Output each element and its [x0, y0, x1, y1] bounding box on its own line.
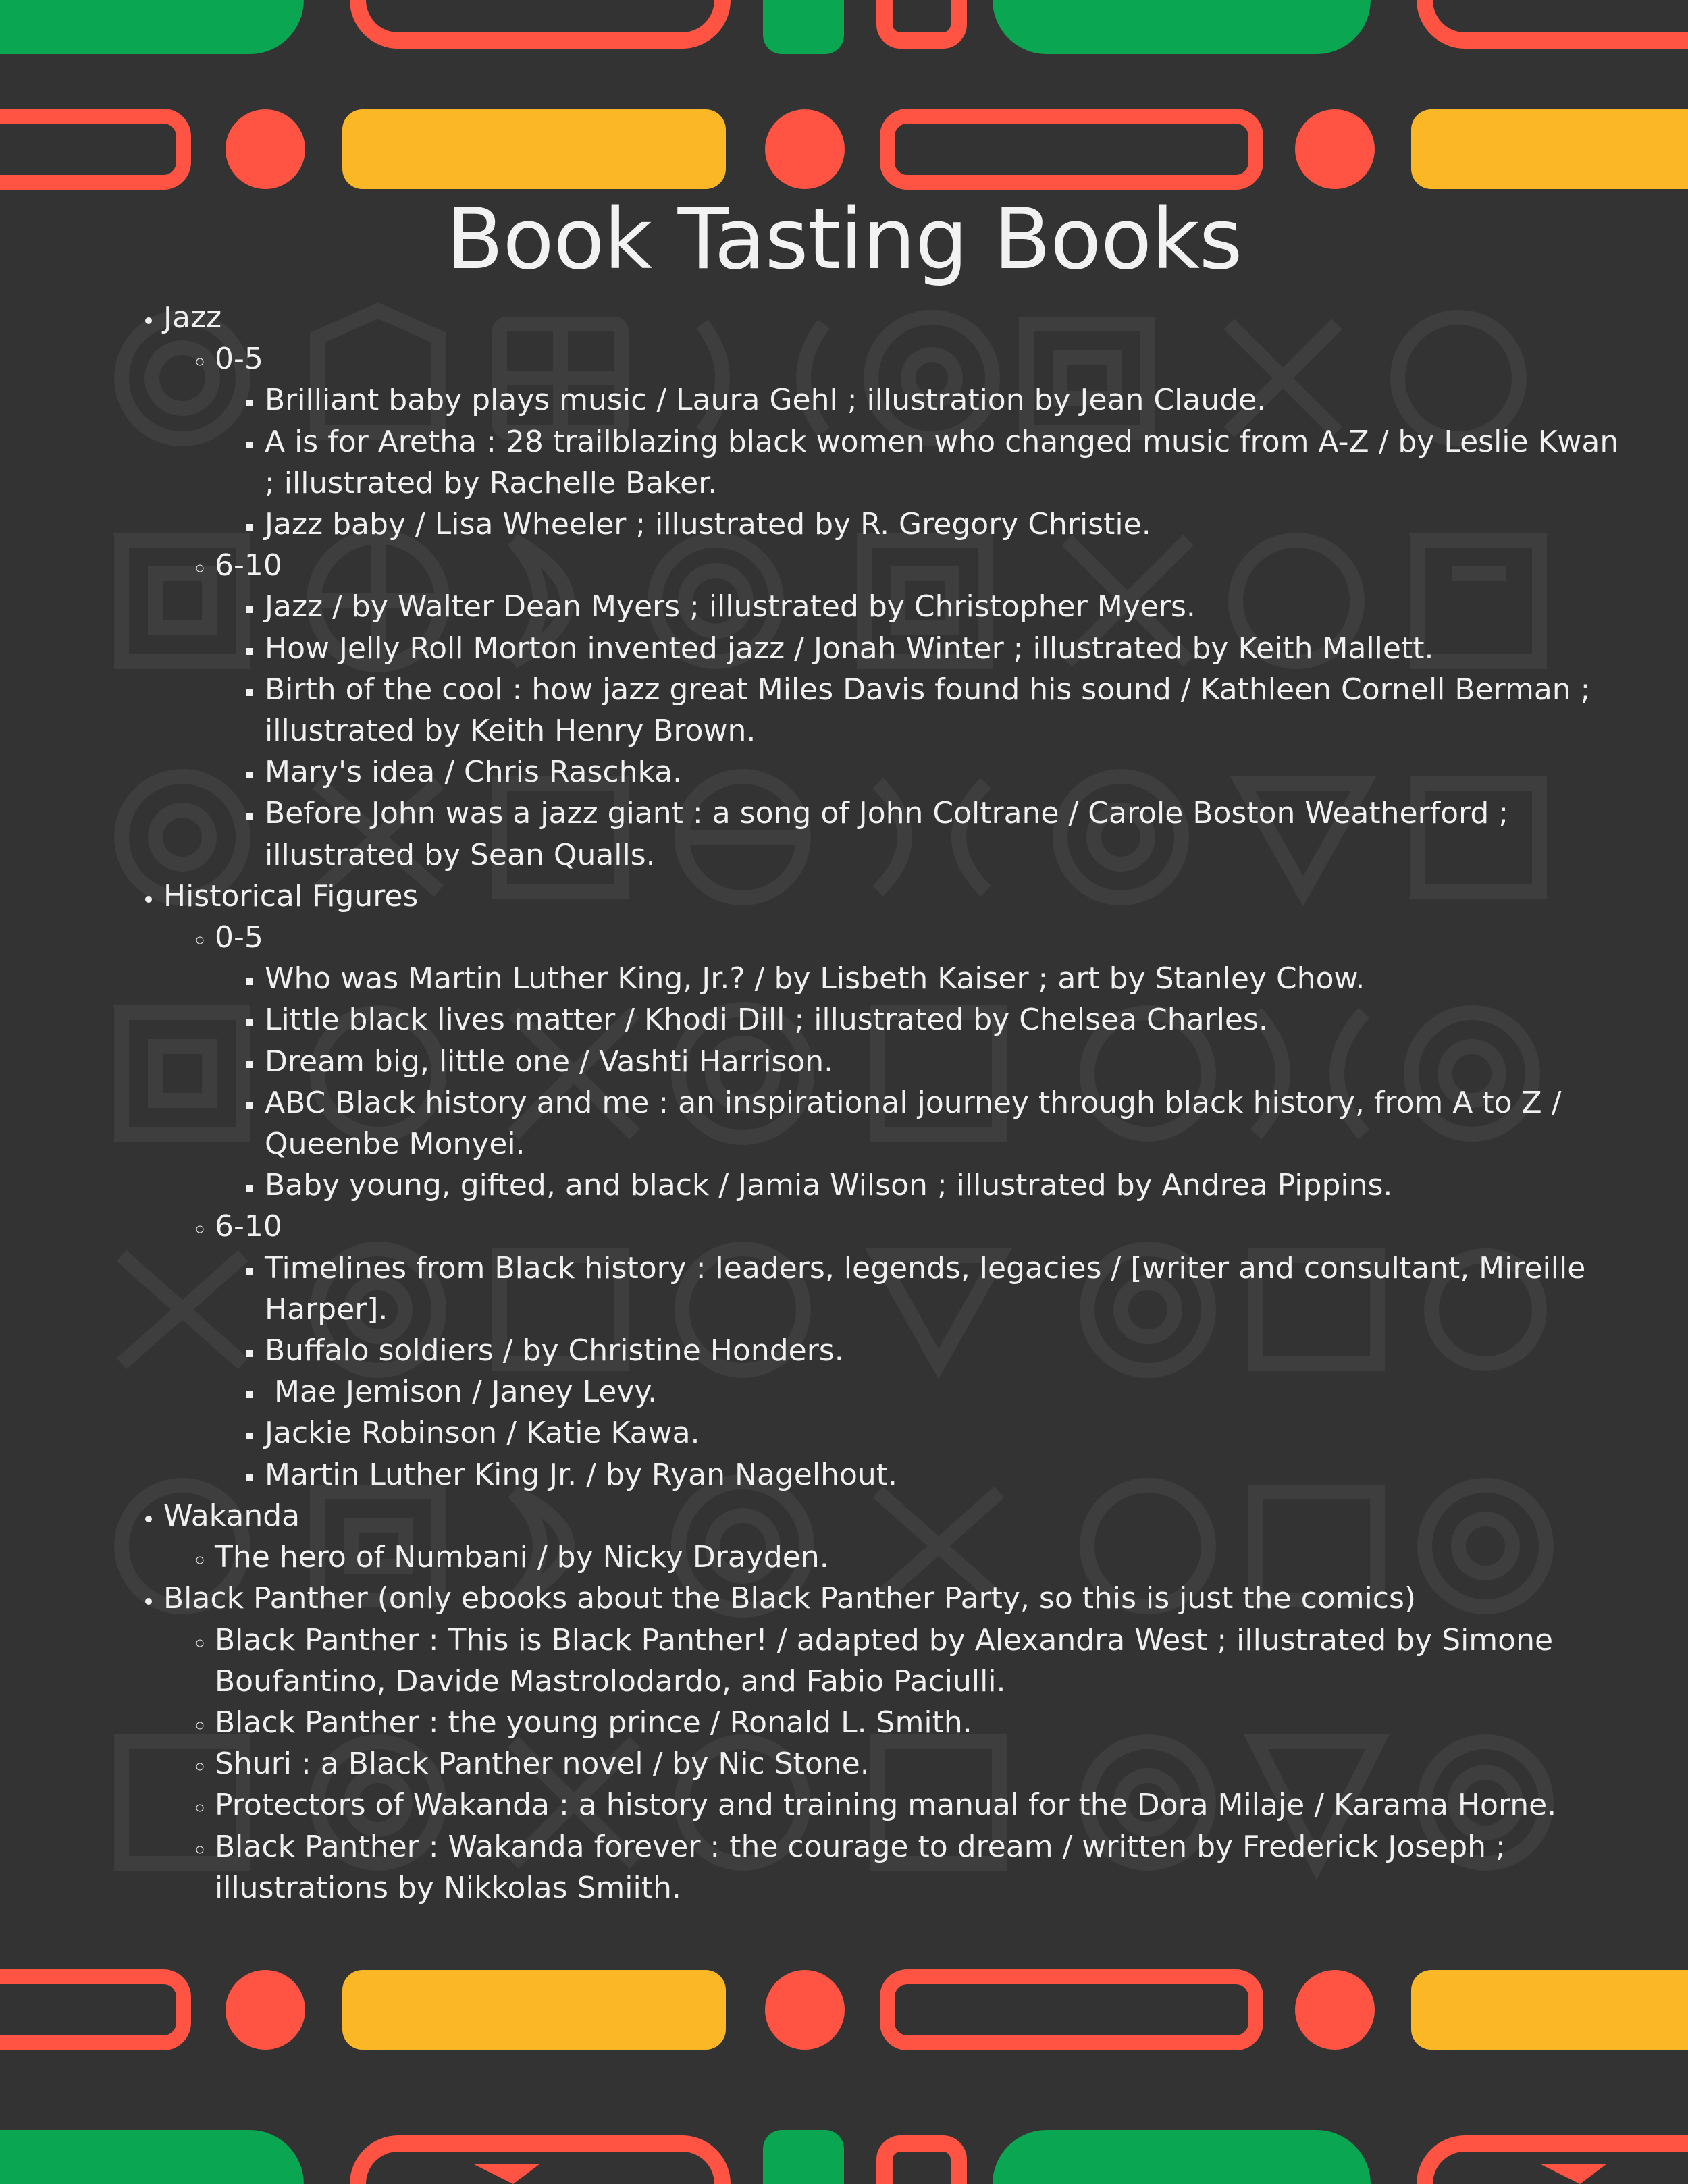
age-group-list: [163, 338, 1634, 876]
age-group-label: 6-10: [215, 548, 282, 583]
book-items: [215, 379, 1634, 545]
book-items: [163, 1620, 1634, 1909]
book-item: ▪ Who was Martin Luther King, Jr.? / by Lisbeth Kaiser ; art by Stanley Chow.: [265, 958, 1634, 999]
book-item: ▪ Birth of the cool : how jazz great Miles Davis found his sound / Kathleen Cornell Berman ; illustrated by Keith Henry Brown.: [265, 669, 1634, 751]
book-item: ▪ A is for Aretha : 28 trailblazing black women who changed music from A-Z / by Leslie Kwan ; illustrated by Rachelle Baker.: [265, 421, 1634, 504]
book-item: ▪ Jazz baby / Lisa Wheeler ; illustrated by R. Gregory Christie.: [265, 504, 1634, 545]
book-item: ▪ Jazz / by Walter Dean Myers ; illustrated by Christopher Myers.: [265, 586, 1634, 627]
section-label: Historical Figures: [163, 878, 419, 913]
book-items: [215, 586, 1634, 875]
age-group: [215, 338, 1634, 545]
section-label: Jazz: [163, 300, 222, 335]
book-item: ◦ Black Panther : the young prince / Ronald L. Smith.: [215, 1702, 1634, 1743]
section-jazz: [163, 297, 1634, 876]
book-item: ▪ Jackie Robinson / Katie Kawa.: [265, 1412, 1634, 1454]
book-item: ◦ The hero of Numbani / by Nicky Drayden.: [215, 1537, 1634, 1578]
age-group-list: [163, 917, 1634, 1495]
book-item: ◦ Protectors of Wakanda : a history and training manual for the Dora Milaje / Karama Horne.: [215, 1784, 1634, 1826]
age-group-label: 0-5: [215, 920, 263, 955]
age-group-label: 6-10: [215, 1209, 282, 1244]
section-historical-figures: [163, 876, 1634, 1495]
age-group-label: 0-5: [215, 342, 263, 377]
book-items: [215, 958, 1634, 1206]
book-items: [163, 1537, 1634, 1578]
book-item: ▪ Brilliant baby plays music / Laura Gehl ; illustration by Jean Claude.: [265, 379, 1634, 421]
age-group: [215, 917, 1634, 1206]
book-item: ▪ Dream big, little one / Vashti Harrison.: [265, 1041, 1634, 1082]
book-item: ▪ Martin Luther King Jr. / by Ryan Nagelhout.: [265, 1454, 1634, 1495]
section-label: Wakanda: [163, 1498, 300, 1533]
book-item: ▪ Baby young, gifted, and black / Jamia Wilson ; illustrated by Andrea Pippins.: [265, 1165, 1634, 1206]
section-list: [122, 297, 1634, 1909]
top-border-outer: [0, 0, 1688, 54]
book-item: ▪ Mary's idea / Chris Raschka.: [265, 751, 1634, 793]
book-item: ▪ How Jelly Roll Morton invented jazz / Jonah Winter ; illustrated by Keith Mallett.: [265, 628, 1634, 669]
age-group: [215, 1206, 1634, 1495]
section-wakanda: [163, 1495, 1634, 1578]
book-item: ▪ ABC Black history and me : an inspirational journey through black history, from A to Z / Queenbe Monyei.: [265, 1082, 1634, 1165]
book-item: ◦ Shuri : a Black Panther novel / by Nic Stone.: [215, 1743, 1634, 1784]
book-item: ◦ Black Panther : Wakanda forever : the courage to dream / written by Frederick Joseph ; illustrations by Nikkolas Smiith.: [215, 1826, 1634, 1909]
bottom-border-outer: [0, 2130, 1688, 2184]
book-item: ◦ Black Panther : This is Black Panther! / adapted by Alexandra West ; illustrated by Simone Boufantino, Davide Mastrolodardo, and Fabio Paciulli.: [215, 1620, 1634, 1702]
page-title: Book Tasting Books: [446, 191, 1242, 288]
bottom-border-inner: [0, 1969, 1688, 2051]
book-item: ▪ Timelines from Black history : leaders, legends, legacies / [writer and consultant, Mireille Harper].: [265, 1248, 1634, 1330]
book-item: ▪ Before John was a jazz giant : a song of John Coltrane / Carole Boston Weatherford ; illustrated by Sean Qualls.: [265, 793, 1634, 875]
book-item: ▪ Mae Jemison / Janey Levy.: [265, 1371, 1634, 1412]
book-item: ▪ Buffalo soldiers / by Christine Honders.: [265, 1330, 1634, 1371]
top-border-inner: [0, 108, 1688, 190]
section-black-panther: [163, 1578, 1634, 1909]
age-group: [215, 545, 1634, 876]
book-items: [215, 1248, 1634, 1495]
section-label: Black Panther (only ebooks about the Black Panther Party, so this is just the comics): [163, 1581, 1417, 1616]
book-item: ▪ Little black lives matter / Khodi Dill ; illustrated by Chelsea Charles.: [265, 999, 1634, 1040]
book-list: [122, 297, 1634, 1909]
